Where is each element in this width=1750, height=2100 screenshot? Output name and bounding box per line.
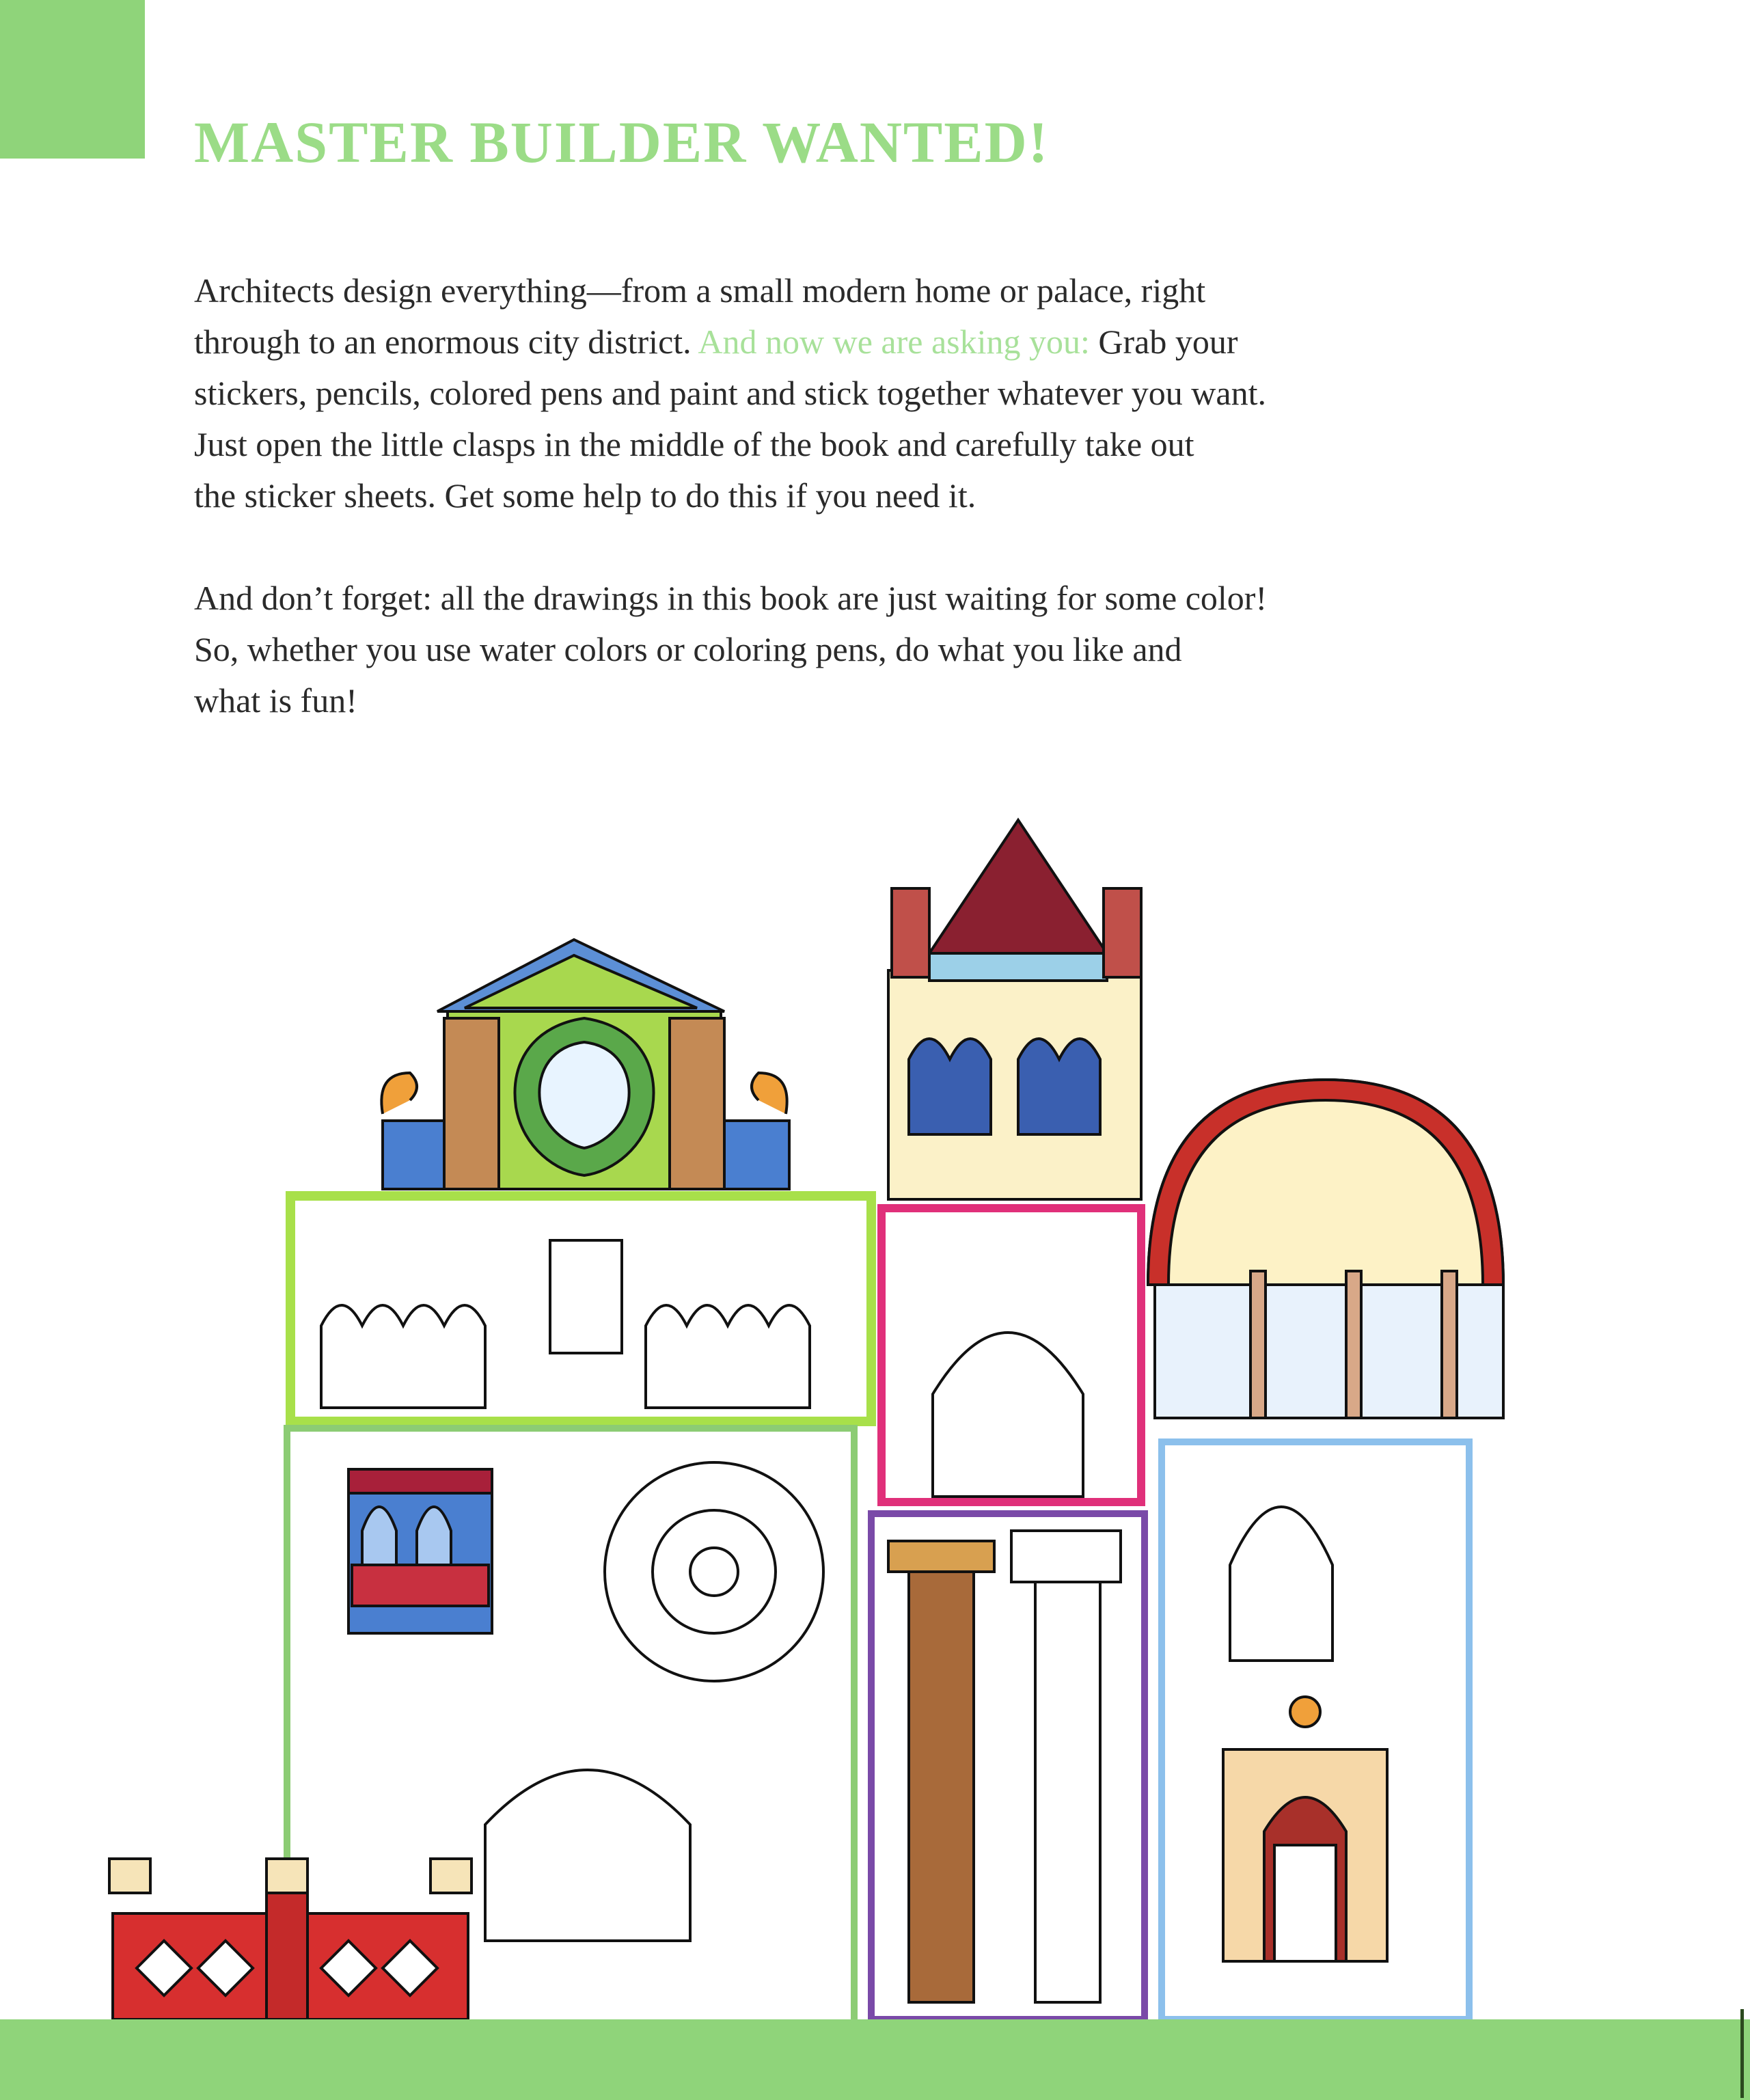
intro-line: Architects design everything—from a small modern home or palace, right [194, 271, 1206, 310]
green-building-block [287, 1196, 871, 2023]
arcade-arch-sticker [1148, 1080, 1503, 1418]
intro-line: And don’t forget: all the drawings in this book are just waiting for some color! [194, 579, 1268, 617]
intro-line: So, whether you use water colors or coloring pens, do what you like and [194, 630, 1182, 668]
gothic-tower-sticker [888, 820, 1141, 1199]
intro-line: stickers, pencils, colored pens and paint and stick together whatever you want. [194, 374, 1266, 412]
intro-line-part: Grab your [1089, 323, 1238, 361]
pediment-crest-sticker [381, 940, 789, 1189]
corner-color-tab [0, 0, 145, 159]
blue-building-block [1162, 1442, 1469, 2019]
intro-text [194, 265, 1424, 778]
pink-building-block [881, 1208, 1141, 1502]
intro-line [194, 316, 1424, 368]
bottom-green-band [0, 2019, 1750, 2100]
intro-line: Just open the little clasps in the middle of the book and carefully take out [194, 425, 1194, 463]
balustrade-sticker [109, 1859, 471, 2019]
building-illustration [0, 786, 1750, 2100]
highlighted-phrase: And now we are asking you: [698, 323, 1090, 361]
page-title: MASTER BUILDER WANTED! [194, 109, 1050, 175]
column-block [871, 1514, 1145, 2019]
intro-paragraph-2 [194, 573, 1424, 726]
intro-line-part: through to an enormous city district. [194, 323, 698, 361]
page-edge-mark [1740, 2009, 1744, 2098]
intro-line: what is fun! [194, 681, 357, 720]
intro-paragraph-1 [194, 265, 1424, 521]
intro-line: the sticker sheets. Get some help to do this if you need it. [194, 476, 976, 515]
